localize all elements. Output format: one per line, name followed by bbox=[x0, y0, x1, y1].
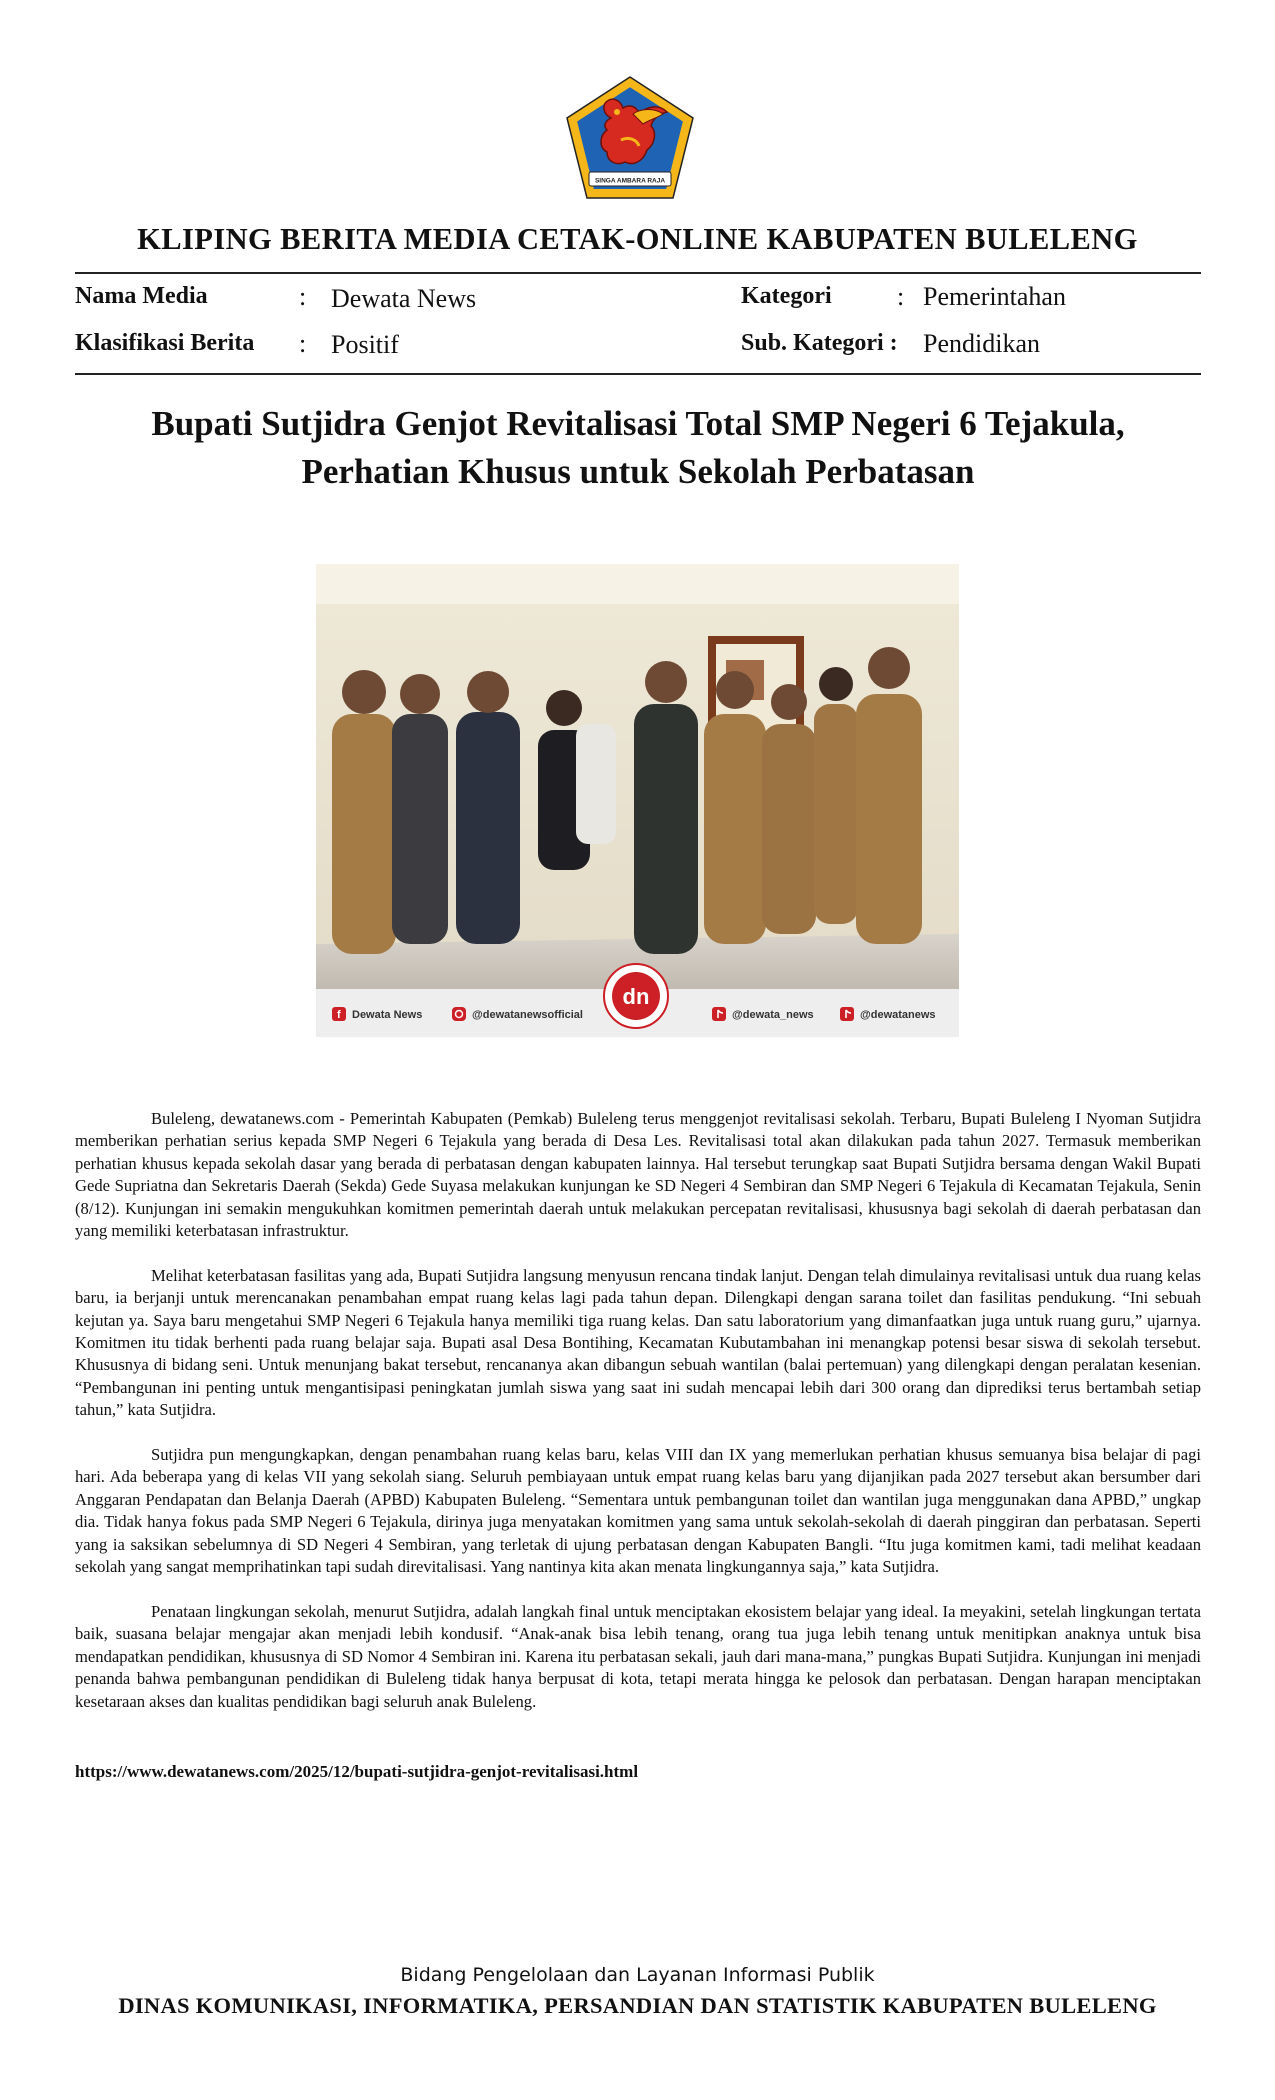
instagram-icon bbox=[452, 1007, 466, 1021]
article-paragraph: Buleleng, dewatanews.com - Pemerintah Kabupaten (Pemkab) Buleleng terus menggenjot revitalisasi sekolah. Terbaru, Bupati Buleleng I Nyoman Sutjidra memberikan perhatian serius kepada SMP Negeri 6 Tejakula yang berada di Desa Les. Revitalisasi total akan dilakukan pada tahun 2027. Termasuk memberikan perhatian khusus kepada sekolah dasar yang berada di perbatasan dengan kabupaten lainnya. Hal tersebut terungkap saat Bupati Sutjidra bersama dengan Wakil Bupati Gede Supriatna dan Sekretaris Daerah (Sekda) Gede Suyasa melakukan kunjungan ke SD Negeri 4 Sembiran dan SMP Negeri 6 Tejakula di Kecamatan Tejakula, Senin (8/12). Kunjungan ini semakin mengukuhkan komitmen pemerintah daerah untuk melakukan percepatan revitalisasi, khususnya bagi sekolah di daerah perbatasan dan yang memiliki keterbatasan infrastruktur. bbox=[75, 1109, 1201, 1241]
badge-text: dn bbox=[622, 984, 650, 1009]
kategori-label: Kategori bbox=[741, 283, 832, 309]
article-title bbox=[75, 400, 1201, 496]
kategori-sep: : bbox=[897, 282, 905, 311]
tiktok-icon bbox=[712, 1007, 726, 1021]
media-sep: : bbox=[299, 282, 307, 311]
klasifikasi-label: Klasifikasi Berita bbox=[75, 330, 255, 356]
article-photo bbox=[316, 564, 959, 1037]
buleleng-crest-icon bbox=[563, 74, 697, 202]
footer-subtitle: Bidang Pengelolaan dan Layanan Informasi Publik bbox=[400, 1964, 875, 1986]
subkategori-value: Pendidikan bbox=[923, 329, 1040, 358]
article-title-line1: Bupati Sutjidra Genjot Revitalisasi Total SMP Negeri 6 Tejakula, bbox=[151, 404, 1125, 443]
emblem-motto: SINGA AMBARA RAJA bbox=[594, 177, 666, 185]
article-title-line2: Perhatian Khusus untuk Sekolah Perbatasan bbox=[301, 452, 975, 491]
media-label: Nama Media bbox=[75, 283, 208, 309]
subkategori-label: Sub. Kategori : bbox=[741, 330, 898, 356]
kategori-value: Pemerintahan bbox=[923, 282, 1066, 311]
article-paragraph: Sutjidra pun mengungkapkan, dengan penambahan ruang kelas baru, kelas VIII dan IX yang memerlukan perhatian khusus semuanya bisa belajar di pagi hari. Ada beberapa yang di kelas VII yang sekolah siang. Seluruh pembiayaan untuk empat ruang kelas baru yang dijanjikan pada 2027 tersebut akan bersumber dari Anggaran Pendapatan dan Belanja Daerah (APBD) Kabupaten Buleleng. “Sementara untuk pembangunan toilet dan wantilan juga menggunakan dana APBD,” ungkap dia. Tidak hanya fokus pada SMP Negeri 6 Tejakula, dirinya juga menyatakan komitmen yang sama untuk sekolah-sekolah di daerah pinggiran dan perbatasan. Seperti yang ia saksikan sebelumnya di SD Negeri 4 Sembiran, yang terletak di ujung perbatasan dengan Kabupaten Bangli. “Itu juga komitmen kami, tadi melihat keadaan sekolah yang sangat memprihatinkan tapi sudah direvitalisasi. Yang nantinya kita akan menata lingkungannya saja,” kata Sutjidra. bbox=[75, 1445, 1201, 1577]
article-paragraph: Melihat keterbatasan fasilitas yang ada, Bupati Sutjidra langsung menyusun rencana tindak lanjut. Dengan telah dimulainya revitalisasi untuk dua ruang kelas baru, ia berjanji untuk merencanakan penambahan empat ruang kelas lagi pada tahun depan. Dilengkapi dengan sarana toilet dan fasilitas pendukung. “Ini sebuah kejutan ya. Saya baru mengetahui SMP Negeri 6 Tejakula hanya memiliki tiga ruang kelas. Dan satu laboratorium yang dimanfaatkan juga untuk ruang guru,” ujarnya. Komitmen itu tidak berhenti pada ruang belajar saja. Bupati asal Desa Bontihing, Kecamatan Kubutambahan ini menangkap potensi besar siswa di sekolah tersebut. Khususnya di bidang seni. Untuk menunjang bakat tersebut, rencananya akan dibangun sebuah wantilan (balai pertemuan) yang dilengkapi dengan peralatan kesenian. “Pembangunan ini penting untuk mengantisipasi peningkatan jumlah siswa yang saat ini sudah mencapai lebih dari 300 orang dan diprediksi terus bertambah setiap tahun,” kata Sutjidra. bbox=[75, 1265, 1201, 1420]
watermark-tiktok-label-2: @dewatanews bbox=[860, 1009, 936, 1021]
article-body bbox=[75, 1108, 1201, 1735]
svg-text:f: f bbox=[337, 1009, 341, 1021]
media-value: Dewata News bbox=[331, 284, 477, 313]
klasifikasi-sep: : bbox=[299, 329, 307, 358]
header-divider bbox=[75, 272, 1201, 274]
klasifikasi-value: Positif bbox=[331, 330, 399, 359]
article-paragraph: Penataan lingkungan sekolah, menurut Sutjidra, adalah langkah final untuk menciptakan ekosistem belajar yang ideal. Ia meyakini, setelah lingkungan tertata baik, suasana belajar mengajar akan menjadi lebih kondusif. “Anak-anak bisa lebih tenang, orang tua juga lebih tenang untuk menitipkan anaknya untuk bisa mendapatkan pendidikan, khususnya di SD Nomor 4 Sembiran ini. Karena itu perbatasan sekali, jauh dari mana-mana,” pungkas Bupati Sutjidra. Kunjungan ini menjadi penanda bahwa pembangunan pendidikan di Buleleng tidak hanya berpusat di kota, tetapi merata hingga ke pelosok dan perbatasan. Dengan harapan menciptakan kesetaraan akses dan kualitas pendidikan bagi seluruh anak Buleleng. bbox=[75, 1601, 1201, 1711]
tiktok-icon bbox=[840, 1007, 854, 1021]
watermark-facebook-label: Dewata News bbox=[352, 1009, 423, 1021]
page-header-title: KLIPING BERITA MEDIA CETAK-ONLINE KABUPATEN BULELENG bbox=[137, 222, 1138, 256]
watermark-instagram-label: @dewatanewsofficial bbox=[472, 1009, 583, 1021]
footer-title: DINAS KOMUNIKASI, INFORMATIKA, PERSANDIAN DAN STATISTIK KABUPATEN BULELENG bbox=[118, 1993, 1157, 2018]
meta-divider bbox=[75, 373, 1201, 375]
source-url[interactable]: https://www.dewatanews.com/2025/12/bupati-sutjidra-genjot-revitalisasi.html bbox=[75, 1762, 639, 1781]
watermark-tiktok-label-1: @dewata_news bbox=[732, 1009, 814, 1021]
